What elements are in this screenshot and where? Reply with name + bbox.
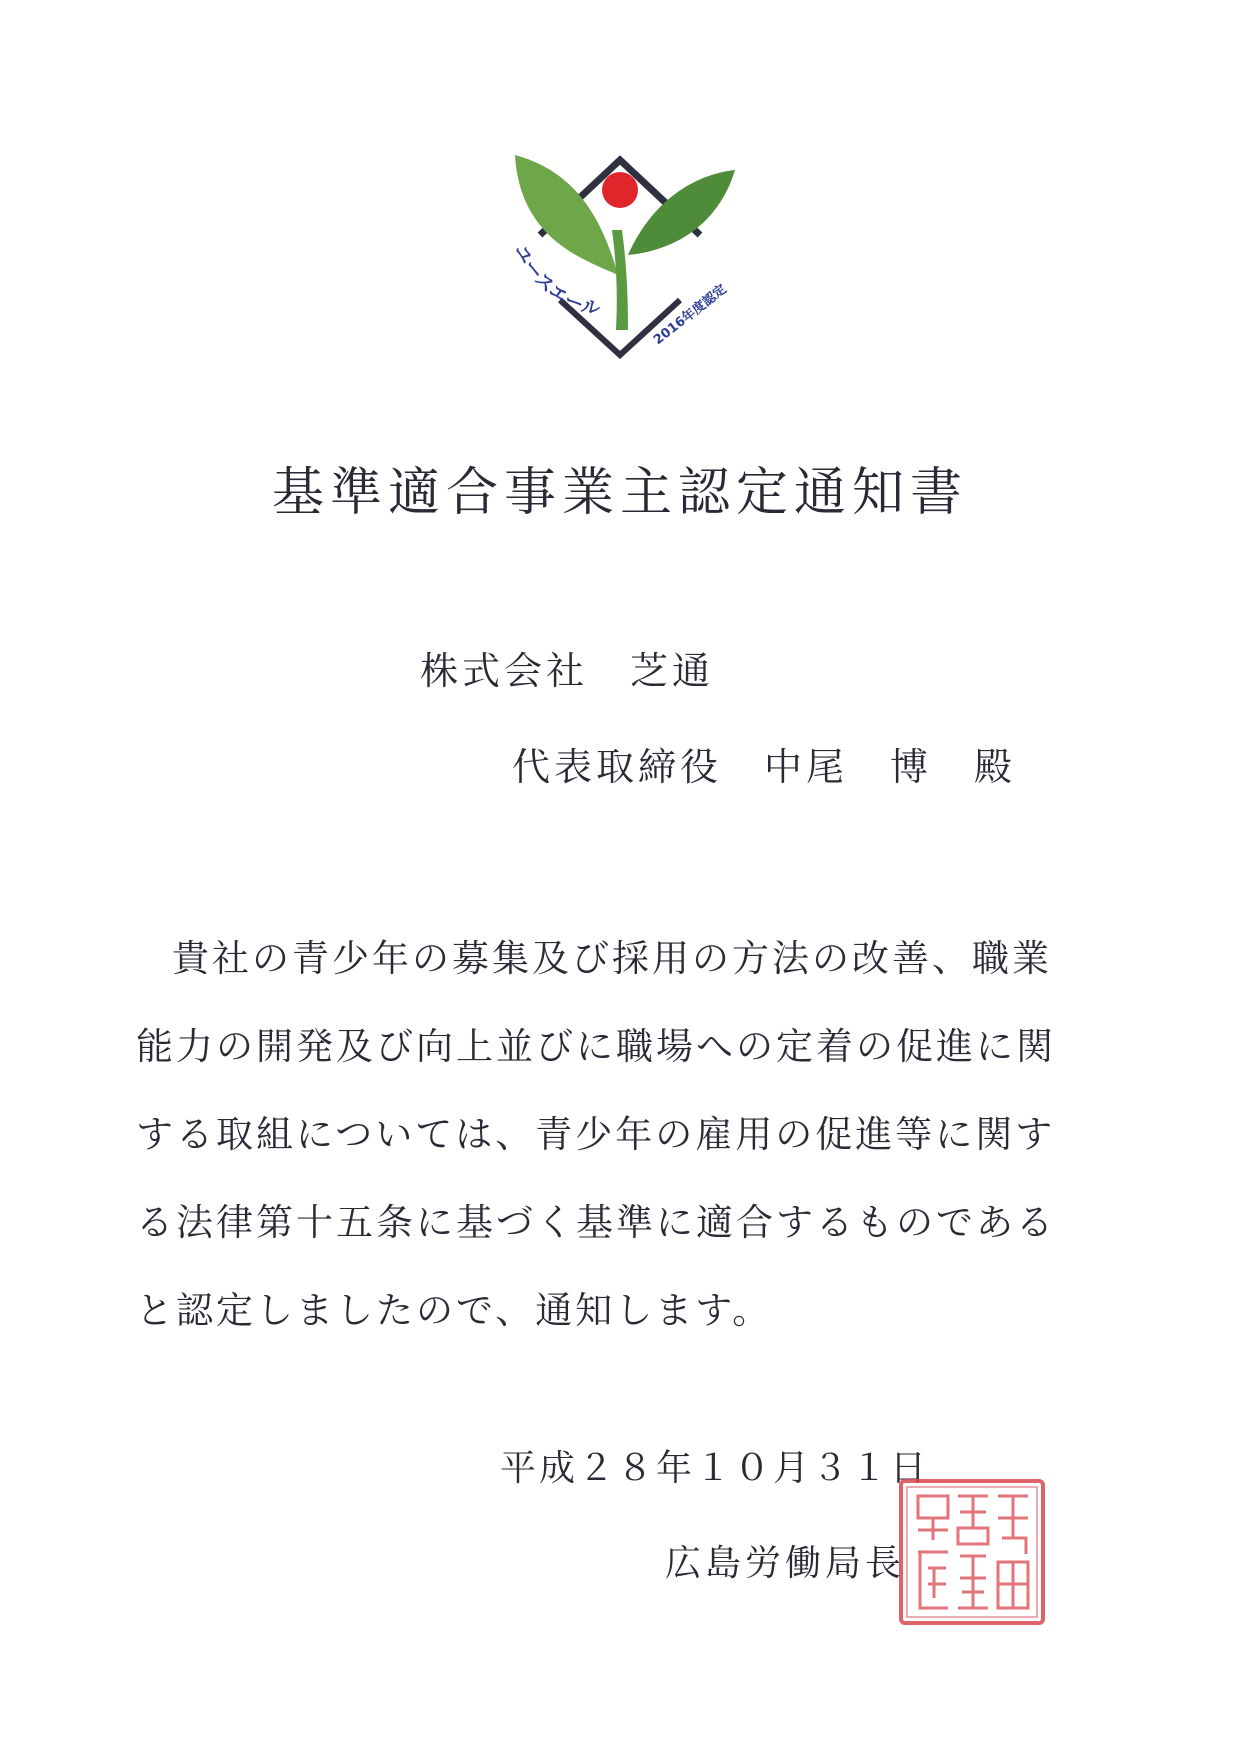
- logo-stem: [612, 230, 628, 330]
- body-line: 貴社の青少年の募集及び採用の方法の改善、職業: [172, 937, 1052, 980]
- issuer-name: 広島労働局長: [665, 1543, 906, 1584]
- body-line: る法律第十五条に基づく基準に適合するものである: [136, 1201, 1056, 1244]
- youth-yell-logo: [500, 150, 740, 370]
- body-line: 能力の開発及び向上並びに職場への定着の促進に関: [136, 1025, 1056, 1068]
- document-title: 基準適合事業主認定通知書: [271, 463, 968, 523]
- body-line: する取組については、青少年の雇用の促進等に関す: [136, 1113, 1056, 1156]
- recipient-company: 株式会社 芝通: [420, 649, 715, 693]
- official-seal: [898, 1478, 1046, 1626]
- issue-date: 平成２８年１０月３１日: [500, 1448, 930, 1489]
- recipient-representative: 代表取締役 中尾 博 殿: [512, 745, 1017, 789]
- body-text: [136, 915, 1076, 1355]
- logo-brand-text: ユースエール: [509, 240, 603, 321]
- logo-sun: [602, 172, 638, 208]
- body-line: と認定しましたので、通知します。: [136, 1289, 773, 1332]
- logo-year-text: 2016年度認定: [650, 281, 730, 348]
